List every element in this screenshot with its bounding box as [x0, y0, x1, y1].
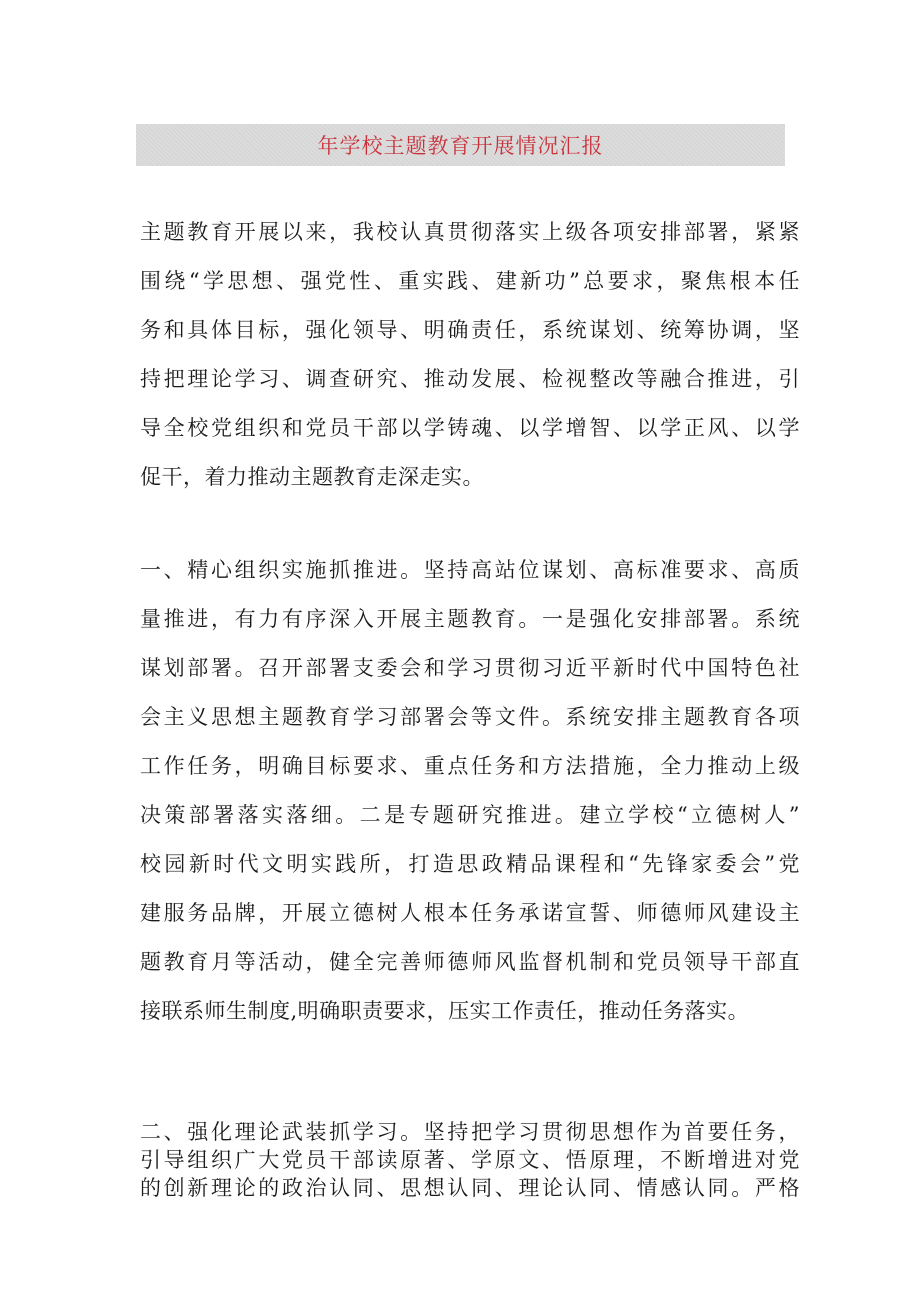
text-line: 会主义思想主题教育学习部署会等文件。系统安排主题教育各项 — [140, 705, 800, 729]
text-line: 一、精心组织实施抓推进。坚持高站位谋划、高标准要求、高质 — [140, 558, 800, 582]
text-line: 持把理论学习、调查研究、推动发展、检视整改等融合推进，引 — [140, 367, 800, 391]
text-line: 校园新时代文明实践所，打造思政精品课程和“先锋家委会”党 — [140, 852, 800, 876]
paragraph-section-one — [140, 546, 800, 1036]
text-line: 谋划部署。召开部署支委会和学习贯彻习近平新时代中国特色社 — [140, 656, 800, 680]
text-line: 围绕“学思想、强党性、重实践、建新功”总要求，聚焦根本任 — [140, 269, 800, 293]
text-line: 二、强化理论武装抓学习。坚持把学习贯彻思想作为首要任务， — [140, 1120, 800, 1144]
text-line: 题教育月等活动，健全完善师德师风监督机制和党员领导干部直 — [140, 950, 800, 974]
text-line: 接联系师生制度,明确职责要求，压实工作责任，推动任务落实。 — [140, 999, 750, 1023]
text-line: 导全校党组织和党员干部以学铸魂、以学增智、以学正风、以学 — [140, 416, 800, 440]
paragraph-section-two — [140, 1118, 800, 1202]
text-line: 主题教育开展以来，我校认真贯彻落实上级各项安排部署，紧紧 — [140, 220, 800, 244]
text-line: 的创新理论的政治认同、思想认同、理论认同、情感认同。严格 — [140, 1176, 800, 1200]
text-line: 引导组织广大党员干部读原著、学原文、悟原理，不断增进对党 — [140, 1148, 800, 1172]
text-line: 务和具体目标，强化领导、明确责任，系统谋划、统筹协调，坚 — [140, 318, 800, 342]
text-line: 促干，着力推动主题教育走深走实。 — [140, 465, 484, 489]
text-line: 决策部署落实落细。二是专题研究推进。建立学校“立德树人” — [140, 803, 800, 827]
text-line: 工作任务，明确目标要求、重点任务和方法措施，全力推动上级 — [140, 754, 800, 778]
title-banner — [136, 124, 785, 166]
document-title: 年学校主题教育开展情况汇报 — [317, 134, 604, 158]
text-line: 量推进，有力有序深入开展主题教育。一是强化安排部署。系统 — [140, 607, 800, 631]
paragraph-intro — [140, 208, 800, 502]
text-line: 建服务品牌，开展立德树人根本任务承诺宣誓、师德师风建设主 — [140, 901, 800, 925]
